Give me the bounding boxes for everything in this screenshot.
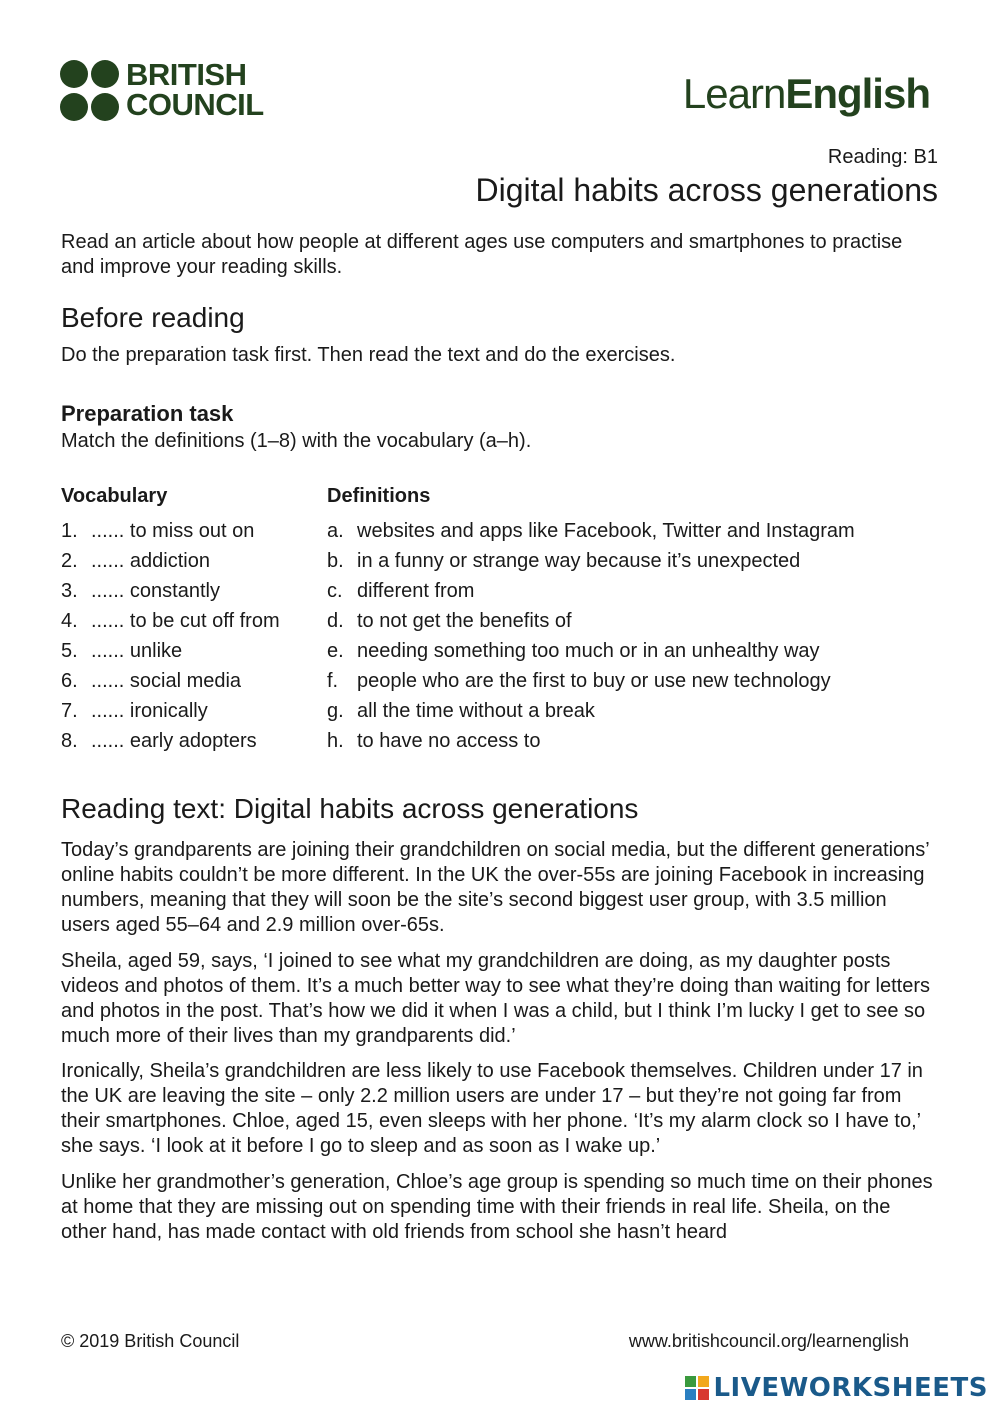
footer-url[interactable]: www.britishcouncil.org/learnenglish <box>628 1331 909 1351</box>
page-title: Digital habits across generations <box>475 172 938 208</box>
preparation-instruction: Match the definitions (1–8) with the vocabulary (a–h). <box>61 430 532 452</box>
definitions-header: Definitions <box>327 485 431 507</box>
watermark-text: LIVEWORKSHEETS <box>713 1373 988 1403</box>
logo-line-2: COUNCIL <box>126 87 264 122</box>
reading-paragraph: Today’s grandparents are joining their grandchildren on social media, but the different generations’ online habits couldn’t be more different. In the UK the over-55s are joining Facebook in increasing numbers, meaning that they will soon be the site’s second biggest user group, with 3.5 million users aged 55–64 and 2.9 million over-65s. <box>61 839 929 936</box>
reading-paragraph: Ironically, Sheila’s grandchildren are less likely to use Facebook themselves. Children under 17 in the UK are leaving the site – only 2.2 million users are under 17 – but they’re not going far from their smartphones. Chloe, aged 15, even sleeps with her phone. ‘It’s my alarm clock so I have to,’ she says. ‘I look at it before I go to sleep and as soon as I wake up.’ <box>61 1060 923 1157</box>
reading-text-heading: Reading text: Digital habits across generations <box>61 793 639 824</box>
definitions-list: a. websites and apps like Facebook, Twitter and Instagram b. in a funny or strange way because it’s unexpected c. different from d. to not get the benefits of e. needing something too much or in an unhealthy way f. people who are the first to buy or use new technology g. all the time without a break h. to have no access to <box>327 520 855 752</box>
reading-paragraph: Unlike her grandmother’s generation, Chloe’s age group is spending so much time on their phones at home that they are missing out on spending time with their friends in real life. Sheila, on the other hand, has made contact with old friends from school she hasn’t heard <box>61 1171 933 1243</box>
british-council-logo <box>60 57 280 122</box>
logo-english: English <box>785 70 930 117</box>
logo-line-1: BRITISH <box>126 57 247 92</box>
intro-text: Read an article about how people at different ages use computers and smartphones to practise and improve your reading skills. <box>61 231 903 278</box>
before-reading-text: Do the preparation task first. Then read the text and do the exercises. <box>61 344 676 366</box>
vocabulary-list: 1. ...... to miss out on 2. ...... addiction 3. ...... constantly 4. ...... to be cut off from 5. ...... unlike 6. ...... social media 7. ...... ironically 8. ...... early adopters <box>61 520 280 752</box>
british-council-dots-icon <box>60 60 120 122</box>
liveworksheets-logo-icon <box>685 1376 709 1400</box>
before-reading-heading: Before reading <box>61 302 245 333</box>
logo-learn: Learn <box>682 70 786 117</box>
liveworksheets-watermark <box>685 1373 988 1403</box>
level-label: Reading: B1 <box>827 146 938 168</box>
preparation-task-heading: Preparation task <box>61 401 234 426</box>
footer-copyright: © 2019 British Council <box>61 1331 240 1351</box>
reading-paragraph: Sheila, aged 59, says, ‘I joined to see what my grandchildren are doing, as my daughter posts videos and photos of them. It’s a much better way to see what they’re doing than waiting for letters and photos in the post. That’s how we did it when I was a child, but I think I’m lucky I get to see so much more of their lives than my grandparents did.’ <box>61 950 931 1047</box>
vocabulary-header: Vocabulary <box>61 485 168 507</box>
learnenglish-logo <box>683 70 930 118</box>
